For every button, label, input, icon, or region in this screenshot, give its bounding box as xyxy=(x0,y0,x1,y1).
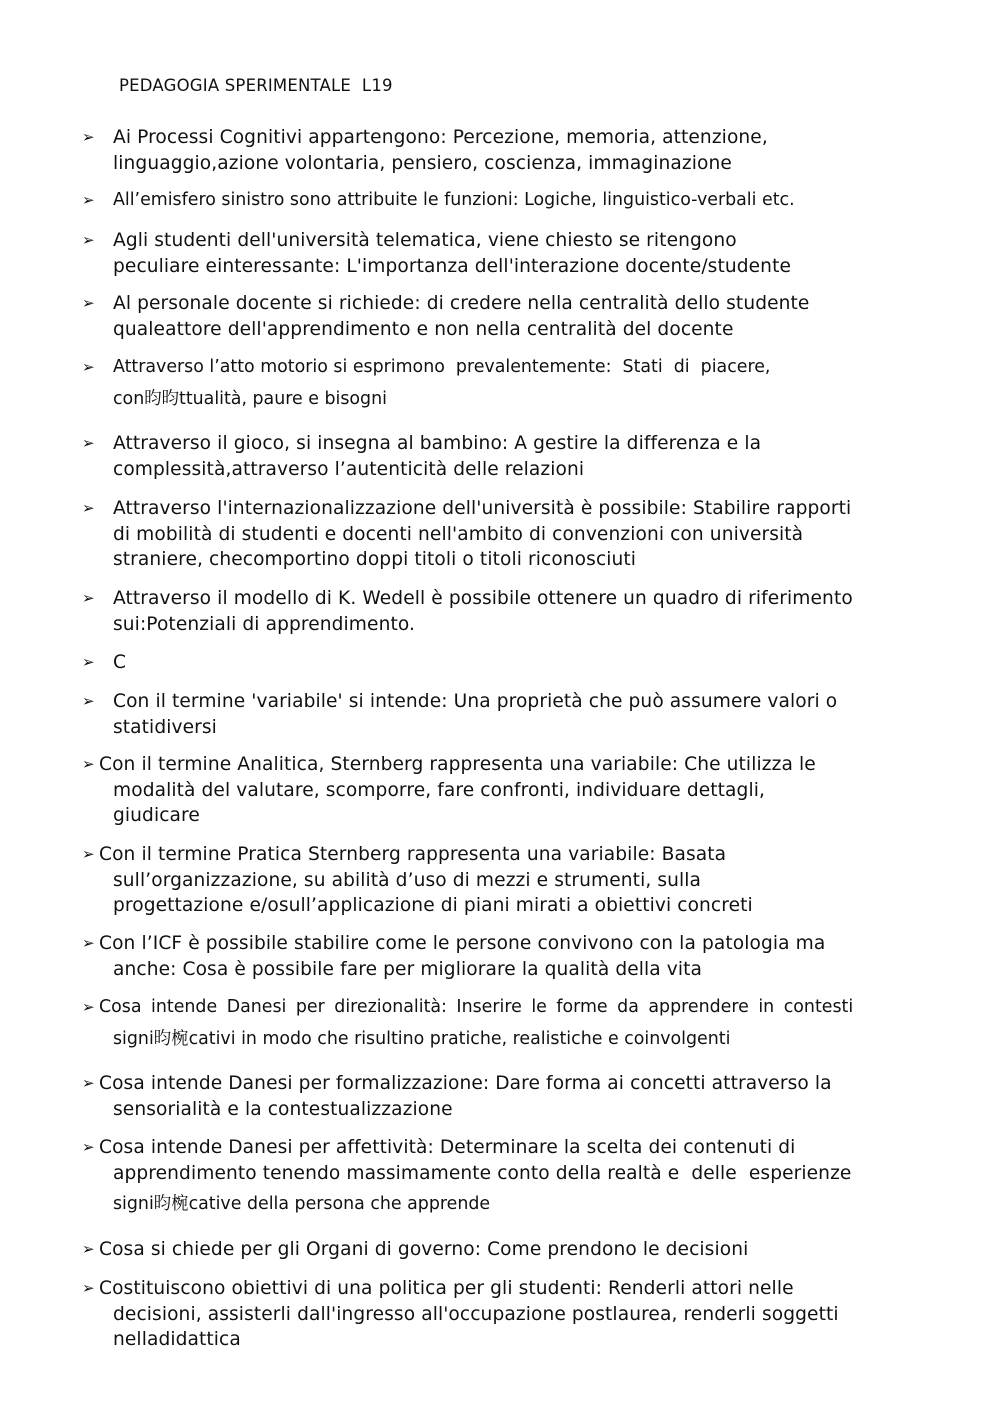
item-text-line: Al personale docente si richiede: di credere nella centralità dello studente xyxy=(113,293,810,314)
item-text-line: giudicare xyxy=(113,805,200,826)
list-item xyxy=(82,228,791,279)
list-item xyxy=(82,291,810,342)
item-text-line: decisioni, assisterli dall'ingresso all'occupazione postlaurea, renderli soggetti xyxy=(113,1303,839,1325)
item-text-line: anche: Cosa è possibile fare per migliorare la qualità della vita xyxy=(113,958,703,980)
arrow-bullet-icon: ➢ xyxy=(82,589,95,607)
item-text-line: progettazione e/osull’applicazione di piani mirati a obiettivi concreti xyxy=(113,895,753,916)
item-text-line: sull’organizzazione, su abilità d’uso di mezzi e strumenti, sulla xyxy=(113,869,702,891)
list-item xyxy=(82,931,826,982)
item-text-line: Attraverso l'internazionalizzazione dell'università è possibile: Stabilire rapporti xyxy=(113,498,852,519)
arrow-bullet-icon: ➢ xyxy=(82,692,95,710)
item-text-line: Cosa intende Danesi per direzionalità: Inserire le forme da apprendere in contesti xyxy=(99,997,854,1017)
list-item xyxy=(82,1276,839,1353)
list-item xyxy=(82,1135,852,1218)
arrow-bullet-icon: ➢ xyxy=(82,998,95,1016)
arrow-bullet-icon: ➢ xyxy=(82,1138,95,1156)
item-text-line: Attraverso il gioco, si insegna al bambino: A gestire la differenza e la xyxy=(113,433,762,454)
list-item xyxy=(82,496,852,573)
item-text-line: All’emisfero sinistro sono attribuite le funzioni: Logiche, linguistico-verbali etc. xyxy=(113,190,795,210)
list-item xyxy=(82,125,768,176)
arrow-bullet-icon: ➢ xyxy=(82,1074,95,1092)
item-text-line: peculiare einteressante: L'importanza dell'interazione docente/studente xyxy=(113,255,791,277)
arrow-bullet-icon: ➢ xyxy=(82,845,95,863)
arrow-bullet-icon: ➢ xyxy=(82,231,95,249)
list-item xyxy=(82,995,854,1052)
list-item xyxy=(82,650,127,676)
item-text-line: Con l’ICF è possibile stabilire come le persone convivono con la patologia ma xyxy=(99,933,826,954)
list-item xyxy=(82,355,771,412)
item-text-line: Ai Processi Cognitivi appartengono: Percezione, memoria, attenzione, xyxy=(113,127,768,148)
item-text-line: di mobilità di studenti e docenti nell'ambito di convenzioni con università xyxy=(113,523,804,545)
item-text-line: modalità del valutare, scomporre, fare confronti, individuare dettagli, xyxy=(113,779,765,801)
item-text-line: Attraverso l’atto motorio si esprimono prevalentemente: Stati di piacere, xyxy=(113,357,771,377)
item-text-line: statidiversi xyxy=(113,716,217,738)
item-text-line: sensorialità e la contestualizzazione xyxy=(113,1098,453,1120)
item-text-line: Attraverso il modello di K. Wedell è possibile ottenere un quadro di riferimento xyxy=(113,588,853,609)
item-text-line: sui:Potenziali di apprendimento. xyxy=(113,613,415,635)
list-item xyxy=(82,752,816,829)
arrow-bullet-icon: ➢ xyxy=(82,934,95,952)
item-text-line: Agli studenti dell'università telematica, viene chiesto se ritengono xyxy=(113,230,737,251)
item-text-line: apprendimento tenendo massimamente conto della realtà e delle esperienze xyxy=(113,1162,852,1184)
arrow-bullet-icon: ➢ xyxy=(82,499,95,517)
arrow-bullet-icon: ➢ xyxy=(82,294,95,312)
list-item xyxy=(82,431,762,482)
arrow-bullet-icon: ➢ xyxy=(82,1279,95,1297)
item-text-line: Costituiscono obiettivi di una politica per gli studenti: Renderli attori nelle xyxy=(99,1278,794,1299)
item-text-line: Cosa si chiede per gli Organi di governo: Come prendono le decisioni xyxy=(99,1239,749,1260)
list-item xyxy=(82,586,853,637)
item-text-line: linguaggio,azione volontaria, pensiero, coscienza, immaginazione xyxy=(113,152,732,174)
list-item xyxy=(82,1071,832,1122)
item-text-line: complessità,attraverso l’autenticità delle relazioni xyxy=(113,458,585,480)
item-text-line: nelladidattica xyxy=(113,1329,241,1350)
list-item xyxy=(82,842,753,919)
arrow-bullet-icon: ➢ xyxy=(82,358,95,376)
item-text-line: Cosa intende Danesi per formalizzazione: Dare forma ai concetti attraverso la xyxy=(99,1073,832,1094)
item-text-line: qualeattore dell'apprendimento e non nella centralità del docente xyxy=(113,318,734,340)
item-text-line: signi昀椀cative della persona che apprende xyxy=(113,1194,491,1214)
item-text-line: C xyxy=(113,652,127,673)
item-text-line: Con il termine Pratica Sternberg rappresenta una variabile: Basata xyxy=(99,844,727,865)
arrow-bullet-icon: ➢ xyxy=(82,128,95,146)
arrow-bullet-icon: ➢ xyxy=(82,1240,95,1258)
list-item xyxy=(82,689,838,740)
item-text-line: Con il termine 'variabile' si intende: Una proprietà che può assumere valori o xyxy=(113,691,838,712)
list-item xyxy=(82,188,795,214)
page-title: PEDAGOGIA SPERIMENTALE L19 xyxy=(119,76,393,95)
item-text-line: Cosa intende Danesi per affettività: Determinare la scelta dei contenuti di xyxy=(99,1137,796,1158)
arrow-bullet-icon: ➢ xyxy=(82,755,95,773)
item-text-line: Con il termine Analitica, Sternberg rappresenta una variabile: Che utilizza le xyxy=(99,754,816,775)
item-text-line: straniere, checomportino doppi titoli o titoli riconosciuti xyxy=(113,549,637,570)
arrow-bullet-icon: ➢ xyxy=(82,191,95,209)
item-text-line: con昀昀ttualità, paure e bisogni xyxy=(113,388,387,409)
arrow-bullet-icon: ➢ xyxy=(82,653,95,671)
list-item xyxy=(82,1237,749,1263)
arrow-bullet-icon: ➢ xyxy=(82,434,95,452)
item-text-line: signi昀椀cativi in modo che risultino pratiche, realistiche e coinvolgenti xyxy=(113,1028,731,1049)
